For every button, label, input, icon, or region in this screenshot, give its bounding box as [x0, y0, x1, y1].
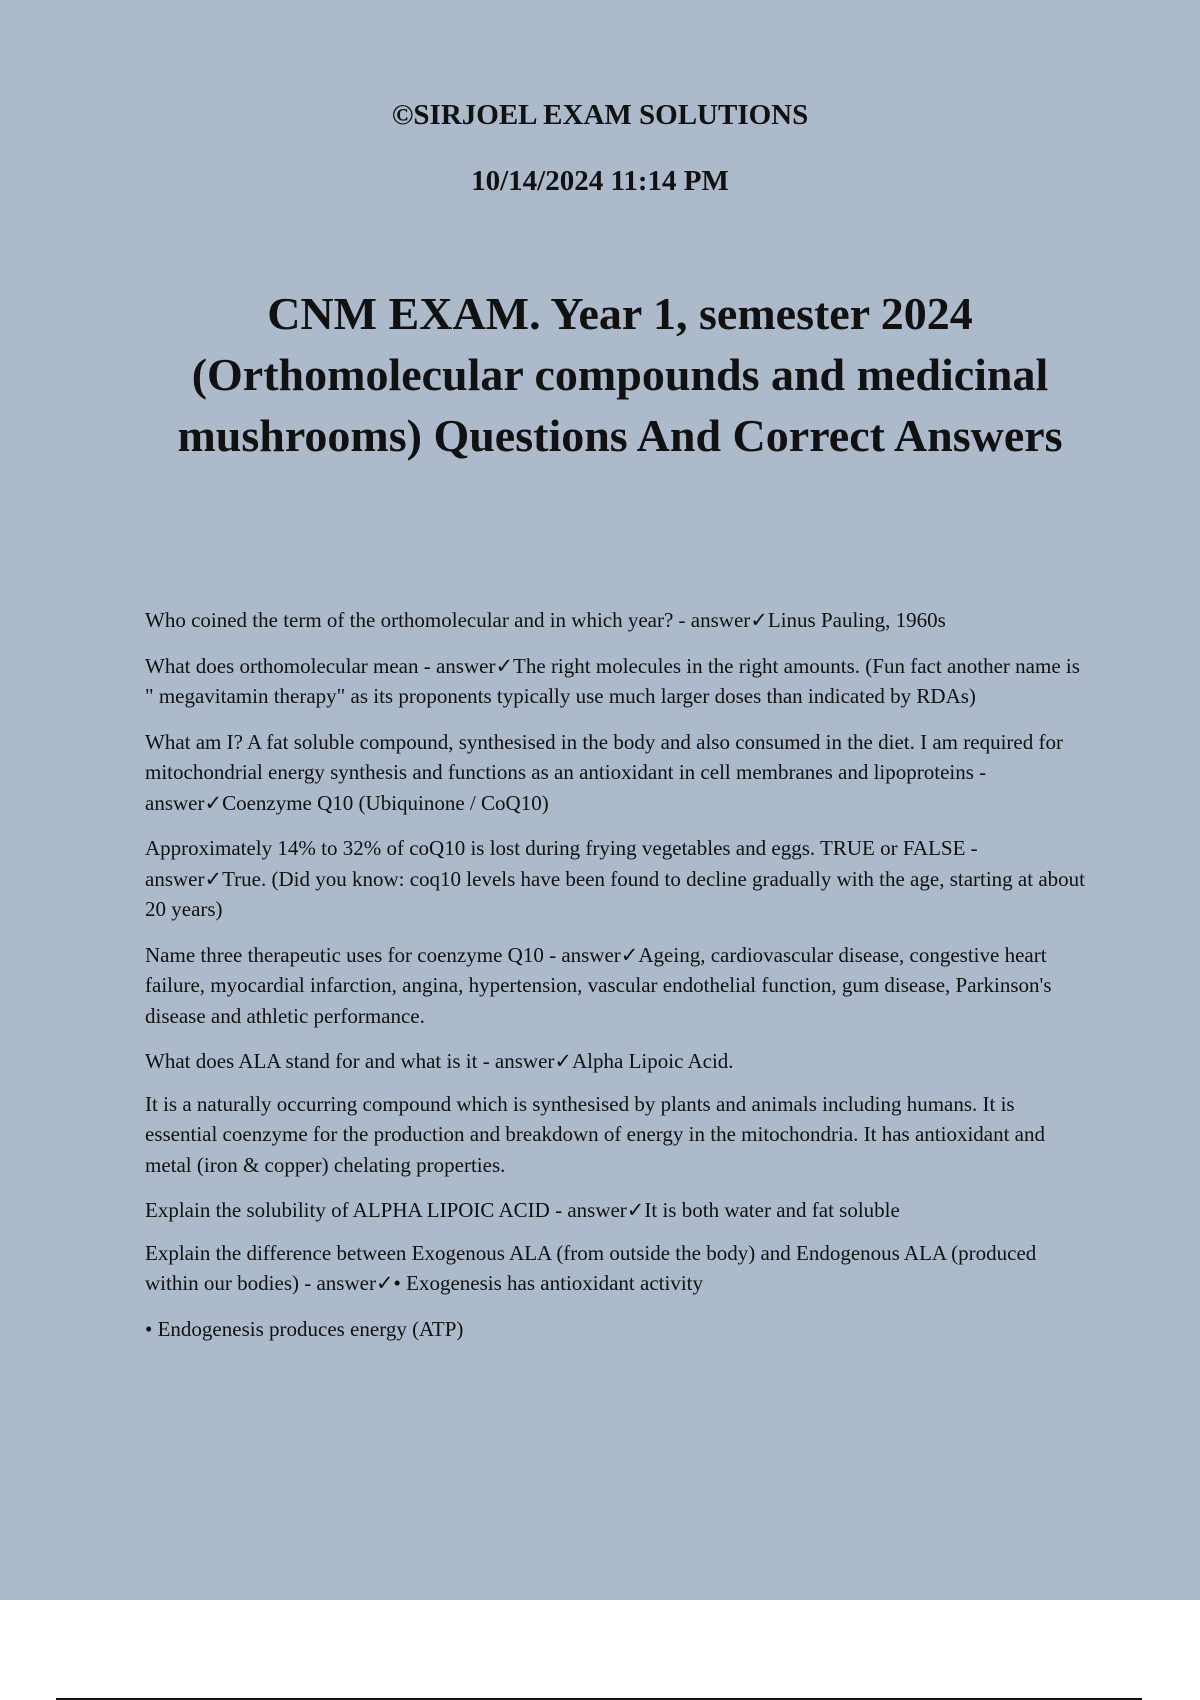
document-title: CNM EXAM. Year 1, semester 2024 (Orthomolecular compounds and medicinal mushrooms) Questions And Correct Answers	[177, 288, 1063, 461]
qa-content	[145, 605, 1090, 1359]
qa-paragraph: What does orthomolecular mean - answer✓The right molecules in the right amounts. (Fun fact another name is " megavitamin therapy" as its proponents typically use much larger doses than indicated by RDAs)	[145, 653, 1080, 708]
qa-paragraph: What does ALA stand for and what is it - answer✓Alpha Lipoic Acid.	[145, 1049, 734, 1073]
qa-paragraph: Who coined the term of the orthomolecular and in which year? - answer✓Linus Pauling, 1960s	[145, 608, 946, 632]
brand-header: ©SIRJOEL EXAM SOLUTIONS	[391, 99, 809, 131]
qa-paragraph: Name three therapeutic uses for coenzyme Q10 - answer✓Ageing, cardiovascular disease, congestive heart failure, myocardial infarction, angina, hypertension, vascular endothelial function, gum disease, Parkinson's disease and athletic performance.	[145, 942, 1052, 1028]
qa-paragraph: What am I? A fat soluble compound, synthesised in the body and also consumed in the diet. I am required for mitochondrial energy synthesis and functions as an antioxidant in cell membranes and lipoproteins - answer✓Coenzyme Q10 (Ubiquinone / CoQ10)	[145, 729, 1063, 815]
qa-paragraph: Explain the difference between Exogenous ALA (from outside the body) and Endogenous ALA (produced within our bodies) - answer✓• Exogenesis has antioxidant activity	[145, 1240, 1037, 1295]
qa-paragraph: It is a naturally occurring compound which is synthesised by plants and animals including humans. It is essential coenzyme for the production and breakdown of energy in the mitochondria. It has antioxidant and metal (iron & copper) chelating properties.	[145, 1091, 1046, 1177]
qa-paragraph: Explain the solubility of ALPHA LIPOIC ACID - answer✓It is both water and fat soluble	[145, 1198, 900, 1222]
qa-paragraph: Approximately 14% to 32% of coQ10 is lost during frying vegetables and eggs. TRUE or FALSE - answer✓True. (Did you know: coq10 levels have been found to decline gradually with the age, starting at about 20 years)	[145, 836, 1085, 921]
timestamp-header: 10/14/2024 11:14 PM	[471, 165, 729, 197]
qa-paragraph: • Endogenesis produces energy (ATP)	[145, 1316, 464, 1341]
